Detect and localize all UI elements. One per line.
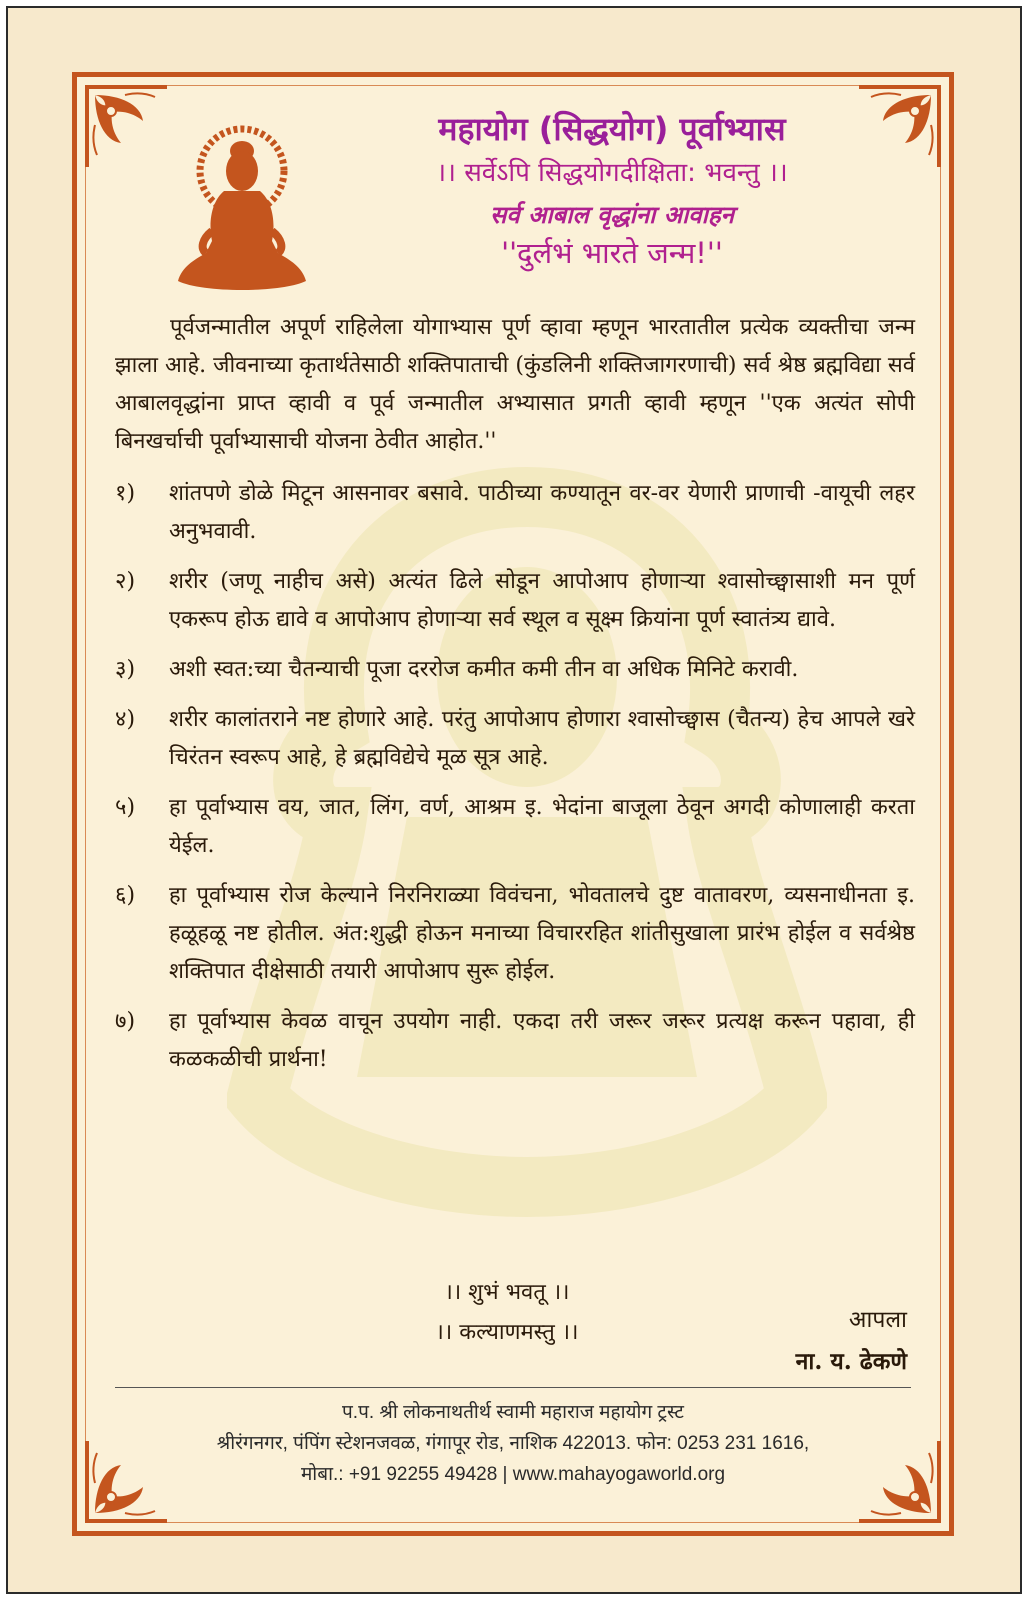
list-item-text: हा पूर्वाभ्यास रोज केल्याने निरनिराळ्या विवंचना, भोवतालचे दुष्ट वातावरण, व्यसनाधीनता इ. हळूहळू नष्ट होतील. अंत:शुद्धी होऊन मनाच्या विचाररहित शांतीसुखाला प्रारंभ होईल व सर्वश्रेष्ठ शक्तिपात दीक्षेसाठी तयारी आपोआप सुरू होईल.: [169, 883, 915, 984]
list-item-text: शरीर (जणू नाहीच असे) अत्यंत ढिले सोडून आपोआप होणाऱ्या श्वासोच्छ्वासाशी मन पूर्ण एकरूप होऊ द्यावे व आपोआप होणाऱ्या सर्व स्थूल व सूक्ष्म क्रियांना पूर्ण स्वातंत्र्य द्यावे.: [169, 569, 915, 632]
blessing-line-1: ।। शुभं भवतू ।।: [444, 1280, 570, 1305]
list-item: [115, 651, 915, 689]
list-item-number: ५): [115, 795, 136, 820]
header: [327, 107, 897, 273]
page-background: [6, 6, 1022, 1594]
floral-corner-icon: [81, 81, 171, 171]
footer-address: श्रीरंगनगर, पंपिंग स्टेशनजवळ, गंगापूर रोड, नाशिक 422013. फोन: 0253 231 1616,: [216, 1433, 810, 1454]
footer-contact: मोबा.: +91 92255 49428 | www.mahayogaworld.org: [300, 1464, 726, 1485]
meditating-yogi-icon: [172, 121, 312, 296]
list-item: [115, 877, 915, 991]
list-item: [115, 1003, 915, 1079]
list-item-text: अशी स्वत:च्या चैतन्याची पूजा दररोज कमीत कमी तीन वा अधिक मिनिटे करावी.: [169, 657, 799, 682]
list-item-number: २): [115, 569, 136, 594]
document-body: [115, 309, 915, 1091]
slogan-line: ''दुर्लभं भारते जन्म!'': [501, 236, 723, 270]
list-item: [115, 701, 915, 777]
blessing: [387, 1273, 627, 1353]
instruction-list: [115, 475, 915, 1079]
signature-name: ना. य. ढेकणे: [795, 1348, 907, 1375]
blessing-line-2: ।। कल्याणमस्तु ।।: [435, 1320, 579, 1345]
list-item-text: हा पूर्वाभ्यास केवळ वाचून उपयोग नाही. एकदा तरी जरूर जरूर प्रत्यक्ष करून पहावा, ही कळकळीची प्रार्थना!: [169, 1009, 915, 1072]
footer-trust-name: प.प. श्री लोकनाथतीर्थ स्वामी महाराज महायोग ट्रस्ट: [342, 1402, 684, 1423]
appeal-line: सर्व आबाल वृद्धांना आवाहन: [490, 201, 734, 229]
list-item-number: ३): [115, 657, 136, 682]
list-item-number: ६): [115, 883, 136, 908]
list-item-number: १): [115, 481, 136, 506]
mantra-line: ।। सर्वेऽपि सिद्धयोगदीक्षिता: भवन्तु ।।: [436, 158, 788, 188]
signature-salutation: आपला: [848, 1307, 907, 1333]
footer-divider: [115, 1387, 911, 1388]
list-item-text: हा पूर्वाभ्यास वय, जात, लिंग, वर्ण, आश्रम इ. भेदांना बाजूला ठेवून अगदी कोणालाही करता येईल.: [169, 795, 915, 858]
list-item: [115, 789, 915, 865]
list-item-text: शांतपणे डोळे मिटून आसनावर बसावे. पाठीच्या कण्यातून वर-वर येणारी प्राणाची -वायूची लहर अनुभवावी.: [169, 481, 915, 544]
page-title: महायोग (सिद्धयोग) पूर्वाभ्यास: [438, 110, 786, 148]
list-item-number: ४): [115, 707, 136, 732]
signature: [796, 1299, 907, 1383]
intro-paragraph: पूर्वजन्मातील अपूर्ण राहिलेला योगाभ्यास पूर्ण व्हावा म्हणून भारतातील प्रत्येक व्यक्तीचा जन्म झाला आहे. जीवनाच्या कृतार्थतेसाठी शक्तिपाताची (कुंडलिनी शक्तिजागरणाची) सर्व श्रेष्ठ ब्रह्मविद्या सर्व आबालवृद्धांना प्राप्त व्हावी व पूर्व जन्मातील अभ्यासात प्रगती व्हावी म्हणून ''एक अत्यंत सोपी बिनखर्चाची पूर्वाभ्यासाची योजना ठेवीत आहोत.'': [115, 315, 915, 454]
document-card: [72, 72, 954, 1536]
list-item: [115, 475, 915, 551]
footer: [97, 1397, 929, 1490]
list-item-text: शरीर कालांतराने नष्ट होणारे आहे. परंतु आपोआप होणारा श्वासोच्छ्वास (चैतन्य) हेच आपले खरे चिरंतन स्वरूप आहे, हे ब्रह्मविद्येचे मूळ सूत्र आहे.: [169, 707, 915, 770]
list-item-number: ७): [115, 1009, 136, 1034]
list-item: [115, 563, 915, 639]
